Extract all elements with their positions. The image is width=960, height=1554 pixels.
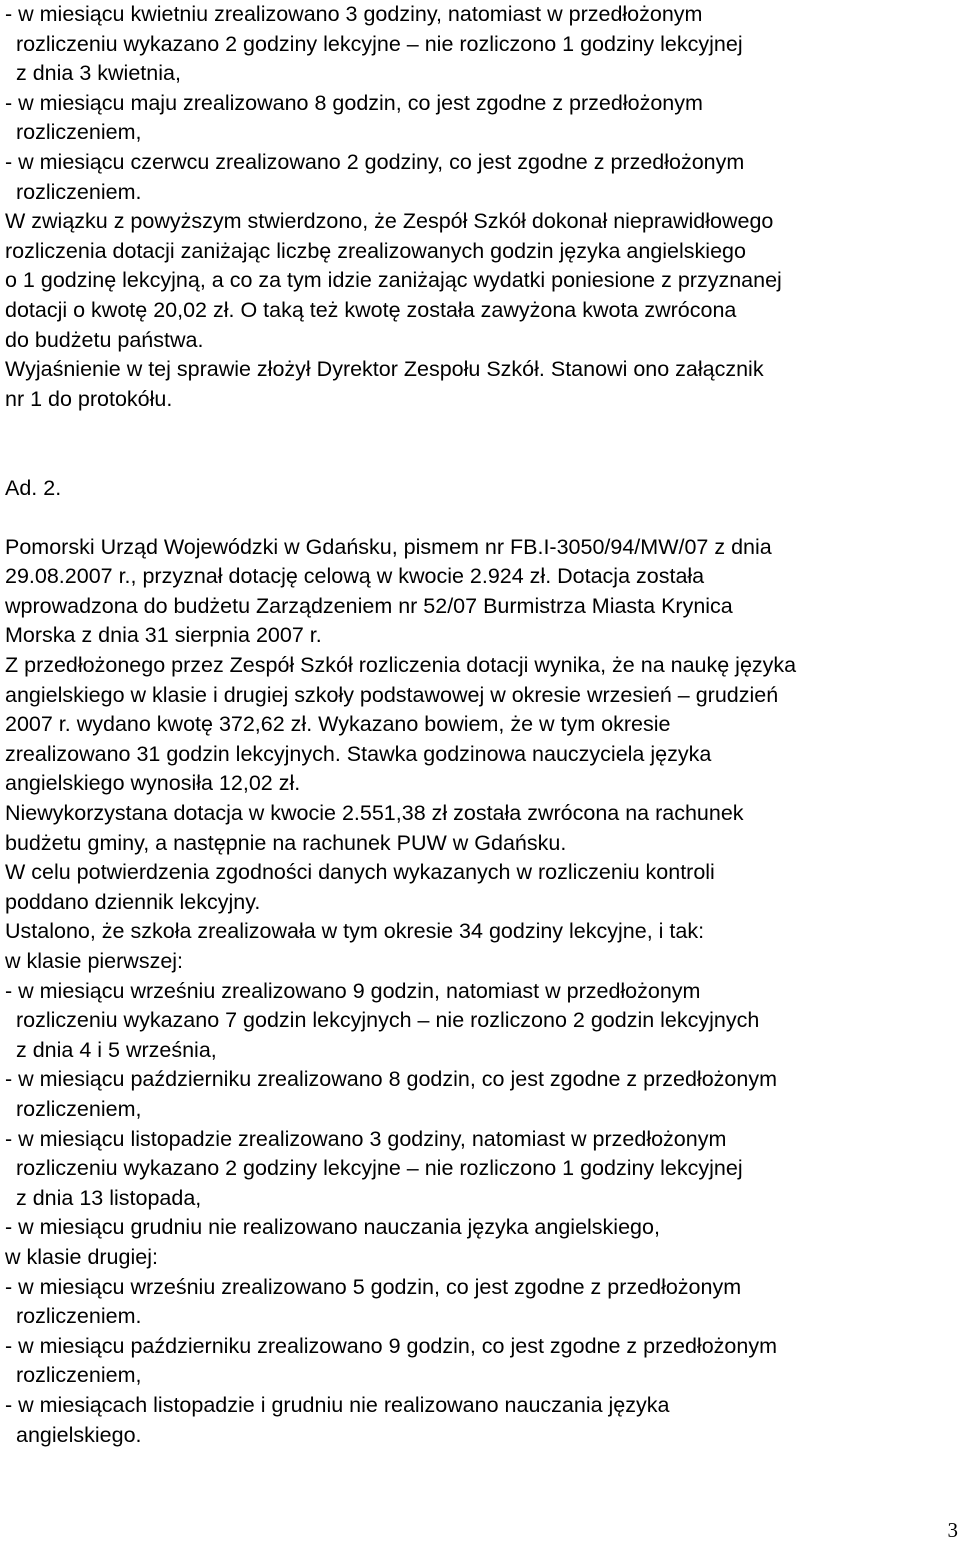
text-line: rozliczeniu wykazano 7 godzin lekcyjnych – nie rozliczono 2 godzin lekcyjnych [16, 1008, 760, 1033]
text-line: - w miesiącu kwietniu zrealizowano 3 godziny, natomiast w przedłożonym [5, 2, 703, 26]
list-item: - w miesiącu wrześniu zrealizowano 9 godzin, natomiast w przedłożonym [5, 978, 701, 1003]
text-line: Ustalono, że szkoła zrealizowała w tym okresie 34 godziny lekcyjne, i tak: [5, 919, 705, 944]
text-line: w klasie drugiej: [5, 1244, 158, 1269]
list-item: - w miesiącach listopadzie i grudniu nie realizowano nauczania języka [5, 1392, 670, 1417]
text-line: Wyjaśnienie w tej sprawie złożył Dyrektor Zespołu Szkół. Stanowi ono załącznik [5, 357, 764, 382]
text-line: wprowadzona do budżetu Zarządzeniem nr 52/07 Burmistrza Miasta Krynica [5, 593, 733, 618]
text-line: rozliczeniem, [16, 1096, 142, 1121]
list-item: - w miesiącu wrześniu zrealizowano 5 godzin, co jest zgodne z przedłożonym [5, 1274, 742, 1299]
text-line: z dnia 3 kwietnia, [16, 61, 181, 86]
list-item: - w miesiącu październiku zrealizowano 8 godzin, co jest zgodne z przedłożonym [5, 1067, 777, 1092]
text-line: w klasie pierwszej: [5, 949, 184, 973]
text-line: dotacji o kwotę 20,02 zł. O taką też kwotę została zawyżona kwota zwrócona [5, 297, 737, 322]
text-line: W związku z powyższym stwierdzono, że Zespół Szkół dokonał nieprawidłowego [5, 209, 774, 234]
text-line: angielskiego wynosiła 12,02 zł. [5, 771, 301, 796]
text-line: Niewykorzystana dotacja w kwocie 2.551,38 zł została zwrócona na rachunek [5, 801, 744, 826]
text-line: z dnia 13 listopada, [16, 1185, 202, 1210]
text-line: poddano dziennik lekcyjny. [5, 889, 261, 914]
text-line: zrealizowano 31 godzin lekcyjnych. Stawka godzinowa nauczyciela języka [5, 741, 712, 766]
list-item: - w miesiącu październiku zrealizowano 9 godzin, co jest zgodne z przedłożonym [5, 1333, 777, 1358]
text-line: angielskiego. [16, 1422, 142, 1447]
text-line: Morska z dnia 31 sierpnia 2007 r. [5, 623, 322, 648]
text-line: rozliczeniem. [16, 1304, 142, 1329]
spacer [5, 414, 960, 473]
text-line: rozliczeniu wykazano 2 godziny lekcyjne – nie rozliczono 1 godziny lekcyjnej [16, 1156, 743, 1181]
text-line: angielskiego w klasie i drugiej szkoły podstawowej w okresie wrzesień – grudzień [5, 682, 779, 707]
text-line: rozliczeniem, [16, 1363, 142, 1388]
section-heading: Ad. 2. [5, 475, 62, 500]
text-line: rozliczeniem, [16, 120, 142, 145]
text-line: z dnia 4 i 5 września, [16, 1037, 217, 1062]
spacer [5, 503, 960, 533]
text-line: - w miesiącu maju zrealizowano 8 godzin, co jest zgodne z przedłożonym [5, 90, 703, 115]
text-line: Pomorski Urząd Wojewódzki w Gdańsku, pismem nr FB.I-3050/94/MW/07 z dnia [5, 534, 772, 559]
text-line: 2007 r. wydano kwotę 372,62 zł. Wykazano bowiem, że w tym okresie [5, 712, 671, 737]
list-item: - w miesiącu listopadzie zrealizowano 3 godziny, natomiast w przedłożonym [5, 1126, 727, 1151]
text-line: rozliczenia dotacji zaniżając liczbę zrealizowanych godzin języka angielskiego [5, 238, 746, 263]
text-line: - w miesiącu czerwcu zrealizowano 2 godziny, co jest zgodne z przedłożonym [5, 149, 745, 174]
document-body [5, 0, 960, 1450]
text-line: W celu potwierdzenia zgodności danych wykazanych w rozliczeniu kontroli [5, 860, 715, 885]
text-line: budżetu gminy, a następnie na rachunek PUW w Gdańsku. [5, 830, 567, 855]
text-line: o 1 godzinę lekcyjną, a co za tym idzie zaniżając wydatki poniesione z przyznanej [5, 268, 782, 293]
text-line: rozliczeniu wykazano 2 godziny lekcyjne – nie rozliczono 1 godziny lekcyjnej [16, 31, 743, 56]
text-line: 29.08.2007 r., przyznał dotację celową w kwocie 2.924 zł. Dotacja została [5, 564, 705, 589]
text-line: do budżetu państwa. [5, 327, 204, 352]
text-line: nr 1 do protokółu. [5, 386, 173, 411]
page-number: 3 [947, 1518, 958, 1542]
text-line: Z przedłożonego przez Zespół Szkół rozliczenia dotacji wynika, że na naukę języka [5, 653, 797, 678]
text-line: rozliczeniem. [16, 179, 142, 204]
list-item: - w miesiącu grudniu nie realizowano nauczania języka angielskiego, [5, 1215, 660, 1240]
